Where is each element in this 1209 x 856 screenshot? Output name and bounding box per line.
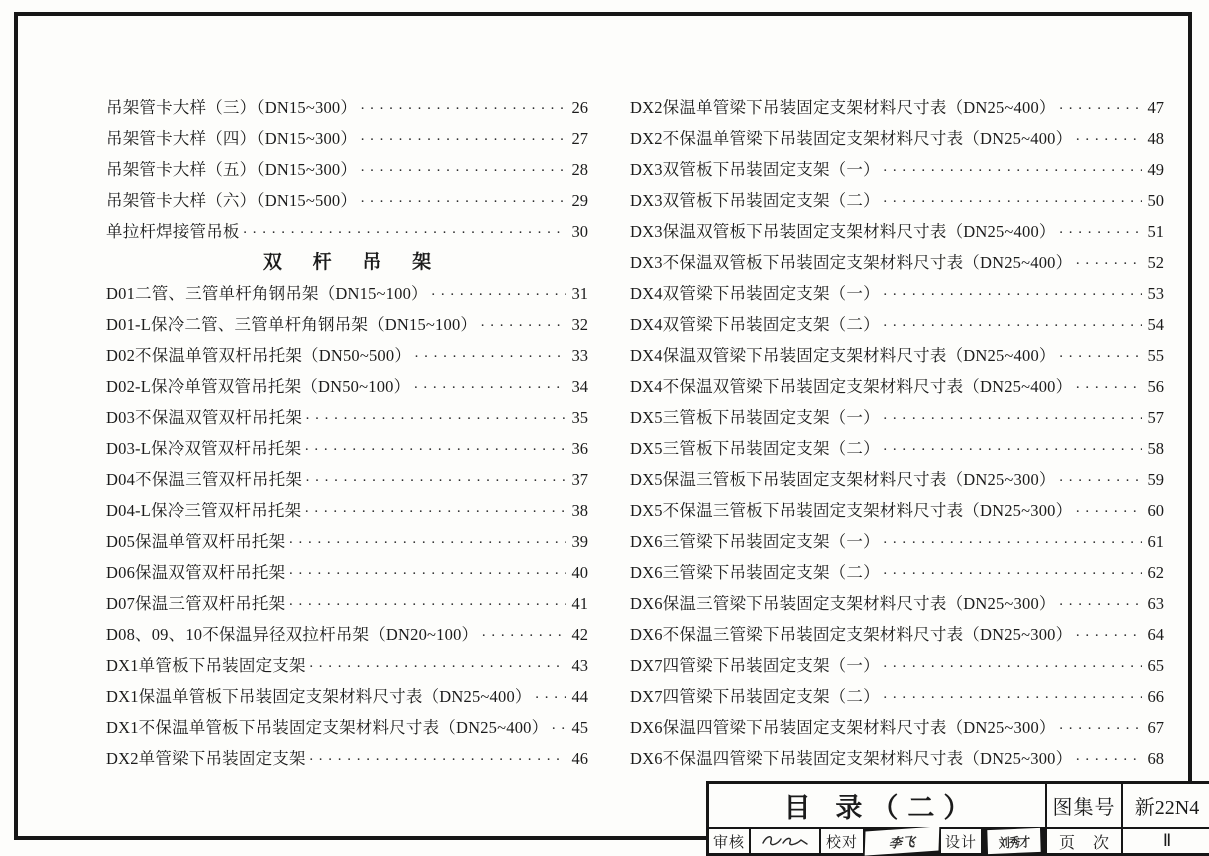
toc-entry (106, 588, 588, 619)
toc-entry-title: D07保温三管双杆吊托架 (106, 594, 286, 613)
toc-entry (106, 371, 588, 402)
toc-entry (630, 464, 1164, 495)
toc-entry (106, 495, 588, 526)
toc-entry-page: 45 (571, 718, 588, 737)
toc-entry-title: D05保温单管双杆吊托架 (106, 532, 286, 551)
toc-entry (106, 433, 588, 464)
toc-entry-page: 55 (1147, 346, 1164, 365)
page-number-value: Ⅱ (1123, 829, 1209, 853)
dot-leader (880, 559, 1142, 590)
dot-leader (285, 590, 566, 621)
dot-leader (1056, 590, 1142, 621)
toc-entry (630, 123, 1164, 154)
toc-entry-title: DX1单管板下吊装固定支架 (106, 656, 306, 675)
toc-entry-page: 58 (1147, 439, 1164, 458)
toc-entry (630, 588, 1164, 619)
dot-leader (880, 280, 1142, 311)
toc-entry (630, 247, 1164, 278)
dot-leader (478, 621, 566, 652)
toc-entry-title: D08、09、10不保温异径双拉杆吊架（DN20~100） (106, 625, 479, 644)
toc-entry (630, 402, 1164, 433)
toc-entry-page: 29 (571, 191, 588, 210)
toc-entry-title: 吊架管卡大样（五）（DN15~300） (106, 160, 358, 179)
toc-entry-title: DX6三管梁下吊装固定支架（一） (630, 532, 880, 551)
toc-entry (106, 557, 588, 588)
toc-entry-title: DX5三管板下吊装固定支架（二） (630, 439, 880, 458)
dot-leader (880, 652, 1142, 683)
toc-entry-page: 57 (1147, 408, 1164, 427)
toc-entry-title: DX6保温四管梁下吊装固定支架材料尺寸表（DN25~300） (630, 718, 1056, 737)
toc-entry-title: D03不保温双管双杆吊托架 (106, 408, 303, 427)
toc-entry (630, 650, 1164, 681)
toc-entry-title: DX6三管梁下吊装固定支架（二） (630, 563, 880, 582)
toc-title: 目 录（二） (709, 784, 1045, 827)
toc-entry (630, 340, 1164, 371)
dot-leader (532, 683, 566, 714)
section-header: 双 杆 吊 架 (262, 252, 445, 273)
page-border-frame (14, 12, 1200, 852)
dot-leader (357, 94, 566, 125)
dot-leader (880, 683, 1142, 714)
dot-leader (301, 435, 566, 466)
toc-entry-title: DX7四管梁下吊装固定支架（二） (630, 687, 880, 706)
toc-entry-page: 66 (1147, 687, 1164, 706)
toc-entry (106, 123, 588, 154)
dot-leader (548, 714, 566, 745)
toc-entry (106, 743, 588, 774)
page-number-label: 页 次 (1047, 829, 1121, 853)
toc-entry-page: 53 (1147, 284, 1164, 303)
toc-entry (630, 743, 1164, 774)
toc-entry (106, 681, 588, 712)
toc-entry-title: DX3保温双管板下吊装固定支架材料尺寸表（DN25~400） (630, 222, 1056, 241)
dot-leader (285, 528, 566, 559)
toc-entry (630, 92, 1164, 123)
toc-entry-page: 63 (1147, 594, 1164, 613)
toc-entry-title: DX4双管梁下吊装固定支架（二） (630, 315, 880, 334)
toc-entry-title: D06保温双管双杆吊托架 (106, 563, 286, 582)
dot-leader (410, 373, 566, 404)
toc-entry-page: 37 (571, 470, 588, 489)
toc-entry (630, 278, 1164, 309)
toc-entry-page: 38 (571, 501, 588, 520)
dot-leader (880, 311, 1142, 342)
toc-entry-page: 42 (571, 625, 588, 644)
toc-entry-title: D04不保温三管双杆吊托架 (106, 470, 303, 489)
toc-entry-title: DX3双管板下吊装固定支架（二） (630, 191, 880, 210)
toc-entry (106, 154, 588, 185)
toc-entry-title: D01-L保冷二管、三管单杆角钢吊架（DN15~100） (106, 315, 478, 334)
toc-entry-title: 吊架管卡大样（四）（DN15~300） (106, 129, 358, 148)
toc-entry-page: 43 (571, 656, 588, 675)
toc-entry-page: 59 (1147, 470, 1164, 489)
toc-entry-title: DX4保温双管梁下吊装固定支架材料尺寸表（DN25~400） (630, 346, 1056, 365)
toc-entry-title: 吊架管卡大样（六）（DN15~500） (106, 191, 358, 210)
dot-leader (302, 404, 566, 435)
dot-leader (880, 156, 1142, 187)
dot-leader (880, 404, 1142, 435)
dot-leader (285, 559, 566, 590)
dot-leader (1056, 342, 1142, 373)
toc-entry (106, 464, 588, 495)
dot-leader (1072, 621, 1142, 652)
toc-entry-title: DX3不保温双管板下吊装固定支架材料尺寸表（DN25~400） (630, 253, 1073, 272)
toc-entry-page: 50 (1147, 191, 1164, 210)
toc-entry (630, 185, 1164, 216)
toc-entry (630, 619, 1164, 650)
toc-entry-title: 单拉杆焊接管吊板 (106, 222, 240, 241)
toc-entry (106, 216, 588, 247)
toc-entry-page: 48 (1147, 129, 1164, 148)
toc-entry-title: DX4双管梁下吊装固定支架（一） (630, 284, 880, 303)
toc-entry-page: 54 (1147, 315, 1164, 334)
toc-entry-page: 51 (1147, 222, 1164, 241)
toc-entry-page: 67 (1147, 718, 1164, 737)
toc-entry (630, 557, 1164, 588)
toc-entry (106, 402, 588, 433)
toc-entry-title: DX2不保温单管梁下吊装固定支架材料尺寸表（DN25~400） (630, 129, 1073, 148)
toc-entry-page: 65 (1147, 656, 1164, 675)
toc-entry-page: 49 (1147, 160, 1164, 179)
check-label: 校对 (821, 829, 863, 853)
dot-leader (1056, 94, 1142, 125)
toc-entry-page: 56 (1147, 377, 1164, 396)
dot-leader (1072, 373, 1142, 404)
atlas-number-value: 新22N4 (1123, 784, 1209, 827)
toc-entry-title: DX3双管板下吊装固定支架（一） (630, 160, 880, 179)
toc-entry-page: 68 (1147, 749, 1164, 768)
dot-leader (1072, 249, 1142, 280)
dot-leader (306, 745, 566, 776)
toc-entry (630, 526, 1164, 557)
toc-entry-title: DX5保温三管板下吊装固定支架材料尺寸表（DN25~300） (630, 470, 1056, 489)
dot-leader (428, 280, 566, 311)
toc-entry-title: DX1保温单管板下吊装固定支架材料尺寸表（DN25~400） (106, 687, 532, 706)
toc-entry-page: 31 (571, 284, 588, 303)
toc-entry (630, 433, 1164, 464)
toc-entry-page: 61 (1147, 532, 1164, 551)
toc-entry-page: 30 (571, 222, 588, 241)
dot-leader (302, 466, 566, 497)
toc-entry (106, 650, 588, 681)
dot-leader (301, 497, 566, 528)
title-block (706, 781, 1209, 856)
dot-leader (1072, 745, 1142, 776)
dot-leader (1056, 466, 1142, 497)
toc-entry-page: 39 (571, 532, 588, 551)
dot-leader (880, 187, 1142, 218)
toc-entry-title: DX1不保温单管板下吊装固定支架材料尺寸表（DN25~400） (106, 718, 549, 737)
toc-entry-title: DX7四管梁下吊装固定支架（一） (630, 656, 880, 675)
toc-entry-page: 33 (571, 346, 588, 365)
toc-entry-page: 26 (571, 98, 588, 117)
toc-entry (630, 495, 1164, 526)
toc-entry (630, 216, 1164, 247)
check-signature: 李飞 (865, 826, 940, 855)
toc-entry-page: 28 (571, 160, 588, 179)
toc-entry-title: D02不保温单管双杆吊托架（DN50~500） (106, 346, 412, 365)
dot-leader (357, 125, 566, 156)
design-signature: 刘秀才 (987, 828, 1040, 854)
toc-column-right (630, 92, 1164, 774)
toc-entry-page: 46 (571, 749, 588, 768)
dot-leader (306, 652, 566, 683)
dot-leader (880, 435, 1142, 466)
toc-entry (630, 712, 1164, 743)
toc-entry (106, 340, 588, 371)
toc-entry-page: 52 (1147, 253, 1164, 272)
toc-entry-page: 62 (1147, 563, 1164, 582)
toc-entry-page: 60 (1147, 501, 1164, 520)
dot-leader (357, 187, 566, 218)
toc-entry (106, 92, 588, 123)
toc-entry (106, 712, 588, 743)
toc-entry-title: DX6保温三管梁下吊装固定支架材料尺寸表（DN25~300） (630, 594, 1056, 613)
audit-signature (751, 829, 819, 853)
toc-entry-title: DX6不保温四管梁下吊装固定支架材料尺寸表（DN25~300） (630, 749, 1073, 768)
toc-entry-page: 64 (1147, 625, 1164, 644)
toc-entry (630, 309, 1164, 340)
toc-entry-title: D01二管、三管单杆角钢吊架（DN15~100） (106, 284, 428, 303)
toc-entry-title: DX5三管板下吊装固定支架（一） (630, 408, 880, 427)
toc-entry-page: 32 (571, 315, 588, 334)
dot-leader (1072, 125, 1142, 156)
toc-entry-title: 吊架管卡大样（三）（DN15~300） (106, 98, 358, 117)
toc-entry-page: 27 (571, 129, 588, 148)
toc-entry-title: D03-L保冷双管双杆吊托架 (106, 439, 302, 458)
dot-leader (477, 311, 566, 342)
dot-leader (1056, 714, 1142, 745)
toc-entry (630, 371, 1164, 402)
toc-entry-page: 40 (571, 563, 588, 582)
dot-leader (411, 342, 566, 373)
toc-entry (106, 185, 588, 216)
toc-entry (630, 681, 1164, 712)
toc-entry-title: DX5不保温三管板下吊装固定支架材料尺寸表（DN25~300） (630, 501, 1073, 520)
toc-entry (106, 526, 588, 557)
toc-entry (106, 309, 588, 340)
toc-entry-title: DX6不保温三管梁下吊装固定支架材料尺寸表（DN25~300） (630, 625, 1073, 644)
toc-entry (630, 154, 1164, 185)
atlas-number-label: 图集号 (1047, 784, 1121, 827)
toc-entry-title: DX2保温单管梁下吊装固定支架材料尺寸表（DN25~400） (630, 98, 1056, 117)
toc-column-left (106, 92, 588, 774)
dot-leader (1072, 497, 1142, 528)
toc-entry (106, 278, 588, 309)
dot-leader (357, 156, 566, 187)
toc-entry-page: 36 (571, 439, 588, 458)
toc-entry-page: 44 (571, 687, 588, 706)
dot-leader (240, 218, 566, 249)
toc-entry (106, 619, 588, 650)
design-label: 设计 (941, 829, 981, 853)
toc-entry-page: 35 (571, 408, 588, 427)
audit-label: 审核 (709, 829, 749, 853)
dot-leader (1056, 218, 1142, 249)
toc-entry-page: 41 (571, 594, 588, 613)
toc-entry-page: 47 (1147, 98, 1164, 117)
toc-entry-title: DX2单管梁下吊装固定支架 (106, 749, 306, 768)
toc-entry-title: D04-L保冷三管双杆吊托架 (106, 501, 302, 520)
toc-entry-page: 34 (571, 377, 588, 396)
signature-scribble-icon (758, 832, 812, 850)
toc-entry-title: D02-L保冷单管双管吊托架（DN50~100） (106, 377, 411, 396)
toc-entry-title: DX4不保温双管梁下吊装固定支架材料尺寸表（DN25~400） (630, 377, 1073, 396)
dot-leader (880, 528, 1142, 559)
